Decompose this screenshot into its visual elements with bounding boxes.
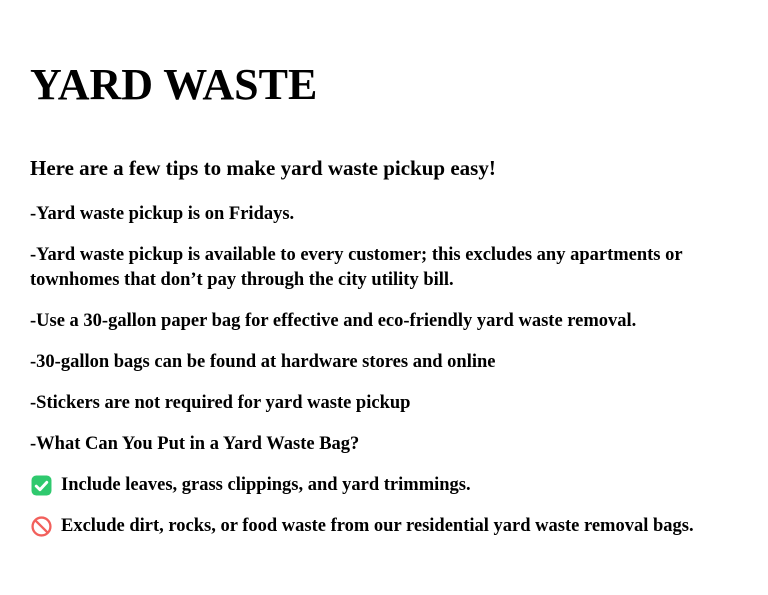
tip-no-stickers <box>30 391 738 416</box>
tip-text: -Stickers are not required for yard waste pickup <box>30 393 411 413</box>
tip-pickup-day <box>30 202 738 227</box>
tip-text: -Use a 30-gallon paper bag for effective and eco-friendly yard waste removal. <box>30 311 637 331</box>
tip-text: -Yard waste pickup is on Fridays. <box>30 204 295 224</box>
page-title: YARD WASTE <box>30 60 318 109</box>
prohibited-icon <box>31 516 52 537</box>
tip-text: -30-gallon bags can be found at hardware stores and online <box>30 352 496 372</box>
intro-heading: Here are a few tips to make yard waste pickup easy! <box>30 156 496 180</box>
tip-what-to-put-question <box>30 432 738 457</box>
rule-exclude <box>30 514 738 539</box>
prohibited-icon-slash <box>36 521 48 533</box>
check-icon-background <box>32 476 52 496</box>
check-mark-button-icon <box>31 475 52 496</box>
rule-include <box>30 473 738 498</box>
exclude-rule-text: Exclude dirt, rocks, or food waste from our residential yard waste removal bags. <box>61 516 694 536</box>
include-rule-text: Include leaves, grass clippings, and yard trimmings. <box>61 475 471 495</box>
tip-eligibility <box>30 243 738 293</box>
tip-text-line-2: townhomes that don’t pay through the city utility bill. <box>30 270 454 290</box>
tip-text-line-1: -Yard waste pickup is available to every customer; this excludes any apartments or <box>30 245 683 265</box>
tip-text: -What Can You Put in a Yard Waste Bag? <box>30 434 360 454</box>
tip-where-to-buy <box>30 350 738 375</box>
tip-paper-bag <box>30 309 738 334</box>
